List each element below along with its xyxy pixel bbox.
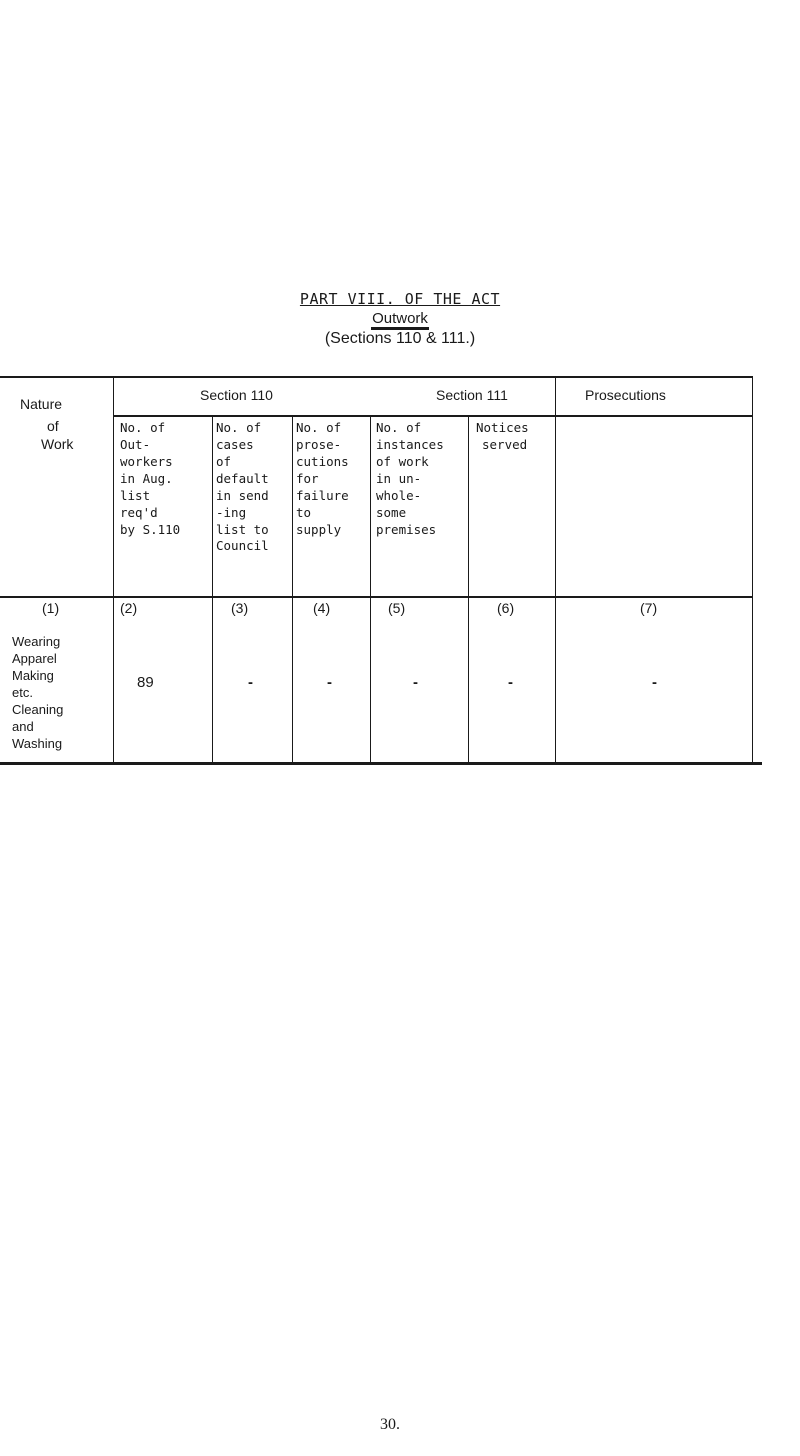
section-110-header: Section 110: [200, 387, 273, 403]
header-line: workers: [120, 454, 173, 469]
nature-of-header: of: [47, 418, 59, 434]
col-number-6: (6): [497, 600, 515, 616]
row-label-line: Apparel: [12, 651, 57, 666]
prosecutions-header: Prosecutions: [585, 387, 666, 403]
page-number: 30.: [380, 1416, 400, 1433]
header-line: of: [216, 454, 232, 469]
header-line: default: [216, 471, 269, 486]
table-right-edge: [752, 376, 753, 764]
section-111-header: Section 111: [436, 387, 508, 403]
part-title: PART VIII. OF THE ACT: [299, 290, 501, 308]
row-label-line: and: [12, 719, 34, 734]
row-label-line: Washing: [12, 736, 63, 751]
value-prosecutions: -: [652, 674, 657, 691]
header-line: cases: [216, 437, 254, 452]
col-number-5: (5): [388, 600, 406, 616]
col-divider-4: [370, 417, 371, 764]
header-line: list to: [216, 522, 269, 537]
col-divider-1: [113, 376, 114, 764]
header-line: supply: [296, 522, 342, 537]
subtitle-text: Outwork: [371, 310, 429, 330]
col-number-4: (4): [313, 600, 331, 616]
header-line: failure: [296, 488, 349, 503]
col-divider-5: [468, 417, 469, 764]
header-line: No. of: [120, 420, 166, 435]
header-line: Council: [216, 538, 269, 553]
col-number-2: (2): [120, 600, 138, 616]
value-outworkers: 89: [137, 674, 154, 691]
header-line: for: [296, 471, 319, 486]
header-line: req'd: [120, 505, 158, 520]
header-line: -ing: [216, 505, 247, 520]
header-line: in Aug.: [120, 471, 173, 486]
header-line: in un-: [376, 471, 422, 486]
row-label-line: Making: [12, 668, 54, 683]
row-label-line: Wearing: [12, 634, 61, 649]
header-line: cutions: [296, 454, 349, 469]
col-number-3: (3): [231, 600, 249, 616]
value-notices-served: -: [508, 674, 513, 691]
header-line: premises: [376, 522, 437, 537]
header-line: by S.110: [120, 522, 181, 537]
header-line: in send: [216, 488, 269, 503]
col-number-7: (7): [640, 600, 658, 616]
header-line: No. of: [296, 420, 342, 435]
subtitle: [0, 310, 800, 327]
header-line: Notices: [476, 420, 529, 435]
header-line: No. of: [376, 420, 422, 435]
header-line: prose-: [296, 437, 342, 452]
header-line: served: [482, 437, 528, 452]
header-line: some: [376, 505, 407, 520]
value-prosecutions-failure: -: [327, 674, 332, 691]
table-bottom-rule: [0, 762, 762, 765]
header-line: of work: [376, 454, 429, 469]
row-label-line: etc.: [12, 685, 33, 700]
header-line: whole-: [376, 488, 422, 503]
col-divider-2: [212, 417, 213, 764]
row-label-line: Cleaning: [12, 702, 64, 717]
header-line: to: [296, 505, 312, 520]
value-unwholesome-instances: -: [413, 674, 418, 691]
col-divider-6: [555, 376, 556, 764]
nature-work-header: Work: [41, 436, 74, 452]
nature-header: Nature: [20, 396, 63, 412]
header-line: No. of: [216, 420, 262, 435]
sections-subtitle: (Sections 110 & 111.): [324, 330, 476, 347]
col-divider-3: [292, 417, 293, 764]
header-line: list: [120, 488, 151, 503]
header-line: Out-: [120, 437, 151, 452]
header-line: instances: [376, 437, 444, 452]
col-number-1: (1): [42, 600, 60, 616]
value-default-cases: -: [248, 674, 253, 691]
group-header-rule: [113, 415, 753, 417]
